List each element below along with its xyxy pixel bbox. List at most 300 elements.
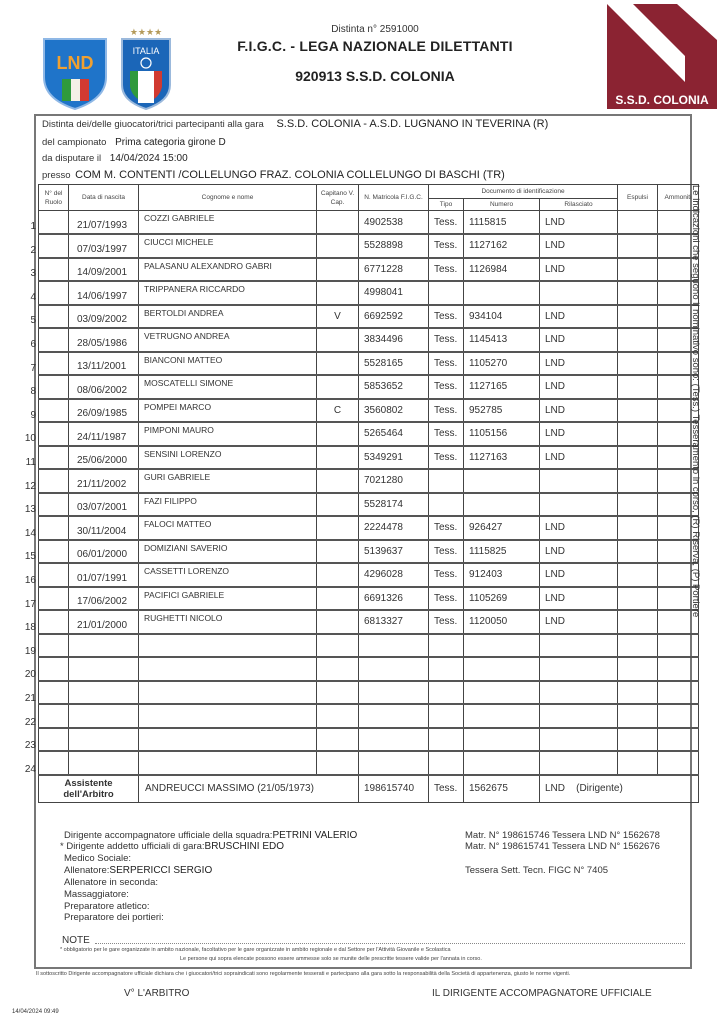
- name-cell: [139, 469, 317, 493]
- organization-title: F.I.G.C. - LEGA NAZIONALE DILETTANTI: [237, 38, 513, 54]
- row-number: 2: [30, 244, 36, 256]
- header-espulsi: Espulsi: [618, 185, 658, 211]
- rilasciato-cell: [540, 657, 618, 681]
- row-number: 8: [30, 386, 36, 398]
- name-cell: [139, 375, 317, 399]
- ammoniti-cell: [658, 704, 699, 728]
- captain-cell: [317, 422, 359, 446]
- captain-cell: [317, 281, 359, 305]
- figc-italia-shield-logo: [118, 25, 174, 111]
- matricola-cell: 4296028: [359, 563, 429, 587]
- rilasciato-cell: [540, 493, 618, 517]
- italia-logo-text: ITALIA: [132, 46, 160, 56]
- table-row: [39, 375, 699, 399]
- dob-cell: 07/03/1997: [69, 234, 139, 258]
- table-row: [39, 234, 699, 258]
- player-name: PALASANU ALEXANDRO GABRI: [144, 260, 272, 271]
- player-name: TRIPPANERA RICCARDO: [144, 284, 245, 294]
- tipo-cell: Tess.: [429, 516, 464, 540]
- matricola-cell: 4998041: [359, 281, 429, 305]
- row-number: 9: [30, 409, 36, 421]
- ammoniti-cell: [658, 751, 699, 775]
- name-cell: [139, 634, 317, 658]
- captain-cell: [317, 328, 359, 352]
- numero-cell: 1115815: [464, 211, 540, 235]
- ruolo-cell: [39, 657, 69, 681]
- espulsi-cell: [618, 305, 658, 329]
- ruolo-cell: [39, 540, 69, 564]
- name-cell: [139, 211, 317, 235]
- dirigente-ufficiali-label: * Dirigente addetto ufficiali di gara:: [60, 841, 205, 852]
- dob-cell: [69, 751, 139, 775]
- captain-cell: [317, 587, 359, 611]
- table-row: [39, 328, 699, 352]
- name-cell: [139, 540, 317, 564]
- row-number: 10: [24, 433, 36, 445]
- dob-cell: 17/06/2002: [69, 587, 139, 611]
- tipo-cell: [429, 469, 464, 493]
- row-number: 14: [24, 527, 36, 539]
- rilasciato-cell: [540, 281, 618, 305]
- matricola-cell: [359, 681, 429, 705]
- player-name: PACIFICI GABRIELE: [144, 589, 225, 600]
- ruolo-cell: [39, 704, 69, 728]
- numero-cell: 952785: [464, 399, 540, 423]
- header-ruolo: N° del Ruolo: [39, 185, 69, 211]
- tipo-cell: [429, 728, 464, 752]
- numero-cell: 1120050: [464, 610, 540, 634]
- name-cell: [139, 493, 317, 517]
- player-name: SENSINI LORENZO: [144, 448, 222, 459]
- massaggiatore: Massaggiatore:: [64, 889, 129, 900]
- rilasciato-cell: [540, 751, 618, 775]
- rilasciato-cell: LND: [540, 234, 618, 258]
- rilasciato-cell: LND: [540, 422, 618, 446]
- name-cell: [139, 281, 317, 305]
- espulsi-cell: [618, 610, 658, 634]
- matricola-cell: 6692592: [359, 305, 429, 329]
- stars-icon: ★★★★: [129, 27, 163, 37]
- header-captain: Capitano V. Cap.: [317, 185, 359, 211]
- tipo-cell: Tess.: [429, 211, 464, 235]
- name-cell: [139, 399, 317, 423]
- espulsi-cell: [618, 328, 658, 352]
- allenatore-label: Allenatore:: [64, 865, 110, 876]
- dob-cell: 25/06/2000: [69, 446, 139, 470]
- player-name: COZZI GABRIELE: [144, 213, 215, 223]
- rilasciato-cell: LND: [540, 516, 618, 540]
- rilasciato-cell: [540, 728, 618, 752]
- dob-cell: 26/09/1985: [69, 399, 139, 423]
- header-dob: Data di nascita: [69, 185, 139, 211]
- dob-cell: 08/06/2002: [69, 375, 139, 399]
- dirigente-ufficiali-value: BRUSCHINI EDO: [204, 841, 284, 852]
- numero-cell: [464, 493, 540, 517]
- numero-cell: 1105156: [464, 422, 540, 446]
- ruolo-cell: [39, 493, 69, 517]
- row-number: 4: [30, 291, 36, 303]
- name-cell: [139, 728, 317, 752]
- colonia-club-logo: [607, 4, 717, 109]
- allenatore: [64, 865, 212, 876]
- captain-cell: [317, 258, 359, 282]
- numero-cell: [464, 681, 540, 705]
- player-name: MOSCATELLI SIMONE: [144, 378, 234, 388]
- row-number: 12: [24, 480, 36, 492]
- participants-line: [42, 118, 548, 130]
- numero-cell: [464, 751, 540, 775]
- ruolo-cell: [39, 587, 69, 611]
- numero-cell: [464, 728, 540, 752]
- tipo-cell: Tess.: [429, 446, 464, 470]
- note-field: [95, 934, 685, 944]
- ammoniti-cell: [658, 634, 699, 658]
- rilasciato-cell: [540, 681, 618, 705]
- tipo-cell: [429, 657, 464, 681]
- assistant-label-line1: Assistente: [64, 777, 113, 789]
- table-row: [39, 422, 699, 446]
- espulsi-cell: [618, 375, 658, 399]
- tipo-cell: Tess.: [429, 258, 464, 282]
- ruolo-cell: [39, 446, 69, 470]
- table-row: [39, 211, 699, 235]
- espulsi-cell: [618, 704, 658, 728]
- date-label: da disputare il: [42, 153, 102, 164]
- table-row: [39, 446, 699, 470]
- ruolo-cell: [39, 751, 69, 775]
- player-name: BIANCONI MATTEO: [144, 354, 223, 365]
- table-row: [39, 399, 699, 423]
- captain-cell: [317, 493, 359, 517]
- preparatore-portieri: Preparatore dei portieri:: [64, 912, 164, 923]
- name-cell: [139, 328, 317, 352]
- tipo-cell: [429, 704, 464, 728]
- dirigente-accompagnatore-ids: Matr. N° 198615746 Tessera LND N° 1562678: [465, 830, 660, 841]
- espulsi-cell: [618, 587, 658, 611]
- row-number: 24: [24, 763, 36, 775]
- numero-cell: 1126984: [464, 258, 540, 282]
- name-cell: [139, 563, 317, 587]
- ruolo-cell: [39, 681, 69, 705]
- table-row: [39, 610, 699, 634]
- matricola-cell: 5349291: [359, 446, 429, 470]
- matricola-cell: 6771228: [359, 258, 429, 282]
- rilasciato-cell: [540, 634, 618, 658]
- dob-cell: 03/07/2001: [69, 493, 139, 517]
- espulsi-cell: [618, 469, 658, 493]
- espulsi-cell: [618, 234, 658, 258]
- assistant-label-line2: dell'Arbitro: [63, 788, 114, 800]
- numero-cell: 1127163: [464, 446, 540, 470]
- player-name: POMPEI MARCO: [144, 401, 212, 412]
- player-name: VETRUGNO ANDREA: [144, 331, 230, 341]
- ruolo-cell: [39, 211, 69, 235]
- name-cell: [139, 516, 317, 540]
- rilasciato-cell: LND: [540, 305, 618, 329]
- ammoniti-cell: [658, 657, 699, 681]
- espulsi-cell: [618, 516, 658, 540]
- tipo-cell: [429, 281, 464, 305]
- rilasciato-cell: LND: [540, 446, 618, 470]
- date-value: 14/04/2024 15:00: [109, 153, 188, 164]
- rilasciato-cell: LND: [540, 328, 618, 352]
- captain-cell: [317, 728, 359, 752]
- championship-value: Prima categoria girone D: [115, 137, 226, 148]
- row-number: 19: [24, 645, 36, 657]
- espulsi-cell: [618, 352, 658, 376]
- roster-table: [38, 184, 699, 803]
- ruolo-cell: [39, 352, 69, 376]
- player-name: GURI GABRIELE: [144, 472, 211, 482]
- dirigente-accompagnatore-label: Dirigente accompagnatore ufficiale della squadra:: [64, 830, 273, 841]
- dob-cell: 21/07/1993: [69, 211, 139, 235]
- name-cell: [139, 258, 317, 282]
- matricola-cell: 5853652: [359, 375, 429, 399]
- rilasciato-cell: LND: [540, 587, 618, 611]
- rilasciato-cell: LND: [540, 352, 618, 376]
- espulsi-cell: [618, 728, 658, 752]
- assistant-rilasciato: LND (Dirigente): [540, 775, 699, 803]
- assistant-referee-row: [39, 775, 699, 803]
- tipo-cell: Tess.: [429, 375, 464, 399]
- matricola-cell: 5528165: [359, 352, 429, 376]
- tipo-cell: Tess.: [429, 234, 464, 258]
- row-number: 21: [24, 693, 36, 704]
- dirigente-accompagnatore-value: PETRINI VALERIO: [272, 830, 358, 841]
- row-number: 5: [30, 315, 36, 327]
- championship-line: [42, 137, 226, 148]
- tipo-cell: Tess.: [429, 540, 464, 564]
- rilasciato-cell: [540, 469, 618, 493]
- dob-cell: [69, 681, 139, 705]
- matricola-cell: 6813327: [359, 610, 429, 634]
- dirigente-ufficiali-ids: Matr. N° 198615741 Tessera LND N° 1562676: [465, 841, 660, 852]
- note-label: NOTE: [62, 935, 90, 946]
- name-cell: [139, 610, 317, 634]
- tipo-cell: Tess.: [429, 305, 464, 329]
- name-cell: [139, 704, 317, 728]
- numero-cell: 1127165: [464, 375, 540, 399]
- captain-cell: [317, 751, 359, 775]
- lnd-shield-logo: [40, 33, 110, 111]
- espulsi-cell: [618, 422, 658, 446]
- captain-cell: [317, 634, 359, 658]
- assistant-name: ANDREUCCI MASSIMO (21/05/1973): [139, 775, 359, 803]
- player-name: BERTOLDI ANDREA: [144, 307, 224, 318]
- ruolo-cell: [39, 516, 69, 540]
- numero-cell: 926427: [464, 516, 540, 540]
- matricola-cell: [359, 751, 429, 775]
- allenatore-value: SERPERICCI SERGIO: [109, 865, 213, 876]
- table-row: [39, 305, 699, 329]
- name-cell: [139, 305, 317, 329]
- matricola-cell: 3834496: [359, 328, 429, 352]
- tipo-cell: Tess.: [429, 587, 464, 611]
- name-cell: [139, 681, 317, 705]
- dob-cell: [69, 728, 139, 752]
- row-number: 15: [24, 551, 36, 563]
- assistant-numero: 1562675: [464, 775, 540, 803]
- row-number: 17: [24, 598, 36, 610]
- numero-cell: [464, 634, 540, 658]
- espulsi-cell: [618, 563, 658, 587]
- row-number: 3: [30, 268, 36, 280]
- table-row: [39, 634, 699, 658]
- header-document: Documento di identificazione: [429, 185, 618, 199]
- matricola-cell: [359, 728, 429, 752]
- championship-label: del campionato: [42, 137, 107, 148]
- name-cell: [139, 234, 317, 258]
- matricola-cell: 7021280: [359, 469, 429, 493]
- tipo-cell: Tess.: [429, 422, 464, 446]
- ammoniti-cell: [658, 728, 699, 752]
- matricola-cell: 4902538: [359, 211, 429, 235]
- espulsi-cell: [618, 751, 658, 775]
- assistant-label: [39, 775, 139, 803]
- table-row: [39, 681, 699, 705]
- ruolo-cell: [39, 610, 69, 634]
- preparatore-atletico: Preparatore atletico:: [64, 901, 150, 912]
- captain-cell: C: [317, 399, 359, 423]
- header-rilasciato: Rilasciato: [540, 199, 618, 211]
- player-name: CIUCCI MICHELE: [144, 237, 214, 247]
- player-name: PIMPONI MAURO: [144, 425, 214, 435]
- player-name: DOMIZIANI SAVERIO: [144, 542, 228, 553]
- venue-label: presso: [42, 170, 71, 181]
- captain-cell: [317, 469, 359, 493]
- captain-cell: [317, 540, 359, 564]
- player-name: RUGHETTI NICOLO: [144, 613, 223, 623]
- row-number: 20: [24, 669, 36, 681]
- side-legend-note: Le indicazioni che seguono il nominativo sono: (Tess.) Tesseramento in corso, (R) Riserva, (P) Portiere: [690, 185, 701, 618]
- numero-cell: 912403: [464, 563, 540, 587]
- tipo-cell: Tess.: [429, 328, 464, 352]
- rilasciato-cell: LND: [540, 375, 618, 399]
- rilasciato-cell: LND: [540, 610, 618, 634]
- rilasciato-cell: [540, 704, 618, 728]
- name-cell: [139, 751, 317, 775]
- ruolo-cell: [39, 328, 69, 352]
- espulsi-cell: [618, 634, 658, 658]
- numero-cell: 1145413: [464, 328, 540, 352]
- header-tipo: Tipo: [429, 199, 464, 211]
- row-number: 11: [25, 457, 36, 468]
- table-row: [39, 728, 699, 752]
- name-cell: [139, 446, 317, 470]
- venue-line: [42, 169, 505, 181]
- tipo-cell: Tess.: [429, 610, 464, 634]
- dob-cell: 24/11/1987: [69, 422, 139, 446]
- table-row: [39, 540, 699, 564]
- row-number: 13: [24, 504, 36, 516]
- espulsi-cell: [618, 281, 658, 305]
- dob-cell: 06/01/2000: [69, 540, 139, 564]
- table-row: [39, 469, 699, 493]
- roster-body: [39, 211, 699, 775]
- espulsi-cell: [618, 211, 658, 235]
- captain-cell: [317, 446, 359, 470]
- player-name: FALOCI MATTEO: [144, 519, 212, 529]
- ruolo-cell: [39, 305, 69, 329]
- tipo-cell: Tess.: [429, 563, 464, 587]
- table-row: [39, 258, 699, 282]
- fine-print-persone: Le persone qui sopra elencate possono essere ammesse solo se munite delle prescritte tessere valide per l'annata in corso.: [180, 956, 482, 962]
- table-row: [39, 563, 699, 587]
- matricola-cell: [359, 657, 429, 681]
- table-row: [39, 587, 699, 611]
- captain-cell: [317, 657, 359, 681]
- numero-cell: [464, 657, 540, 681]
- club-title: 920913 S.S.D. COLONIA: [295, 68, 455, 84]
- ammoniti-cell: [658, 681, 699, 705]
- captain-cell: [317, 375, 359, 399]
- distinta-number: Distinta n° 2591000: [331, 24, 419, 35]
- espulsi-cell: [618, 446, 658, 470]
- tipo-cell: Tess.: [429, 352, 464, 376]
- tipo-cell: Tess.: [429, 399, 464, 423]
- assistant-matricola: 198615740: [359, 775, 429, 803]
- table-row: [39, 704, 699, 728]
- espulsi-cell: [618, 657, 658, 681]
- row-number: 7: [30, 362, 36, 374]
- rilasciato-cell: LND: [540, 563, 618, 587]
- numero-cell: 934104: [464, 305, 540, 329]
- header-numero: Numero: [464, 199, 540, 211]
- assistant-tipo: Tess.: [429, 775, 464, 803]
- espulsi-cell: [618, 540, 658, 564]
- name-cell: [139, 587, 317, 611]
- tipo-cell: [429, 634, 464, 658]
- dob-cell: 03/09/2002: [69, 305, 139, 329]
- name-cell: [139, 422, 317, 446]
- rilasciato-cell: LND: [540, 211, 618, 235]
- name-cell: [139, 657, 317, 681]
- captain-cell: [317, 704, 359, 728]
- participants-value: S.S.D. COLONIA - A.S.D. LUGNANO IN TEVERINA (R): [276, 118, 549, 130]
- ruolo-cell: [39, 422, 69, 446]
- matricola-cell: 5265464: [359, 422, 429, 446]
- row-number: 1: [30, 221, 36, 232]
- matricola-cell: 2224478: [359, 516, 429, 540]
- player-name: FAZI FILIPPO: [144, 495, 197, 506]
- ruolo-cell: [39, 634, 69, 658]
- dob-cell: [69, 634, 139, 658]
- ruolo-cell: [39, 563, 69, 587]
- table-row: [39, 751, 699, 775]
- dob-cell: 14/09/2001: [69, 258, 139, 282]
- numero-cell: 1105269: [464, 587, 540, 611]
- allenatore-ids: Tessera Sett. Tecn. FIGC N° 7405: [465, 865, 609, 876]
- row-number: 6: [30, 339, 36, 350]
- captain-cell: [317, 563, 359, 587]
- ruolo-cell: [39, 375, 69, 399]
- espulsi-cell: [618, 399, 658, 423]
- matricola-cell: 5528174: [359, 493, 429, 517]
- rilasciato-cell: LND: [540, 399, 618, 423]
- dirigente-accompagnatore: [64, 830, 357, 841]
- dob-cell: 01/07/1991: [69, 563, 139, 587]
- numero-cell: [464, 704, 540, 728]
- tipo-cell: [429, 493, 464, 517]
- espulsi-cell: [618, 493, 658, 517]
- numero-cell: 1115825: [464, 540, 540, 564]
- numero-cell: 1105270: [464, 352, 540, 376]
- rilasciato-cell: LND: [540, 258, 618, 282]
- numero-cell: [464, 469, 540, 493]
- espulsi-cell: [618, 258, 658, 282]
- ruolo-cell: [39, 469, 69, 493]
- tipo-cell: [429, 751, 464, 775]
